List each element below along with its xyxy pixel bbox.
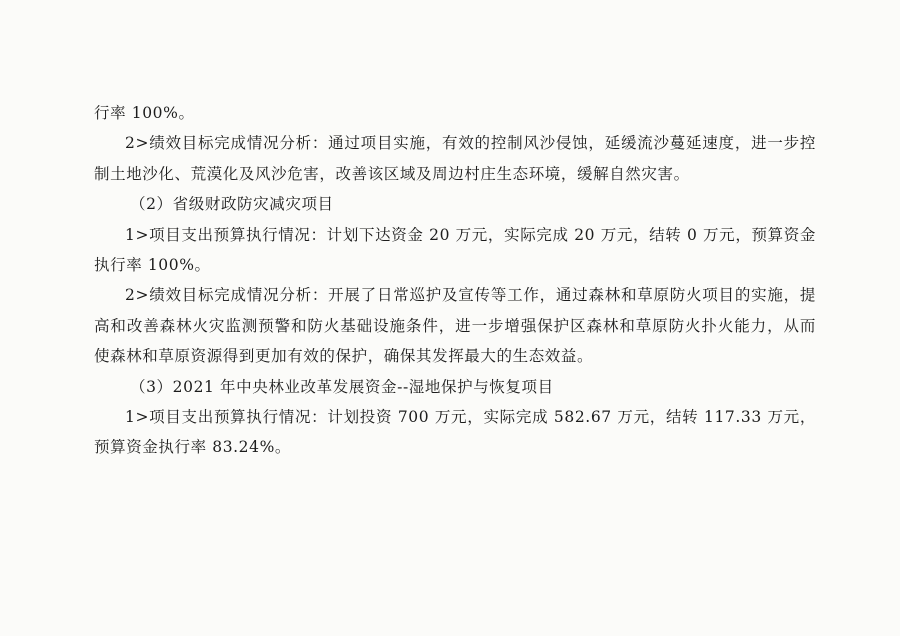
paragraph-continuation: 行率 100%。 bbox=[94, 104, 195, 122]
section-heading-3: （3）2021 年中央林业改革发展资金--湿地保护与恢复项目 bbox=[130, 377, 554, 396]
paragraph-budget-execution-3: 1>项目支出预算执行情况：计划投资 700 万元，实际完成 582.67 万元，结转 117.33 万元，预算资金执行率 83.24%。 bbox=[94, 408, 816, 457]
paragraph-performance-analysis-1: 2>绩效目标完成情况分析：通过项目实施，有效的控制风沙侵蚀，延缓流沙蔓延速度，进一步控制土地沙化、荒漠化及风沙危害，改善该区域及周边村庄生态环境，缓解自然灾害。 bbox=[94, 134, 816, 183]
paragraph-performance-analysis-2: 2>绩效目标完成情况分析：开展了日常巡护及宣传等工作，通过森林和草原防火项目的实施，提高和改善森林火灾监测预警和防火基础设施条件，进一步增强保护区森林和草原防火扑火能力，从而使森林和草原资源得到更加有效的保护，确保其发挥最大的生态效益。 bbox=[94, 286, 816, 366]
section-heading-2: （2）省级财政防灾减灾项目 bbox=[130, 195, 334, 214]
paragraph-budget-execution-2: 1>项目支出预算执行情况：计划下达资金 20 万元，实际完成 20 万元，结转 0 万元，预算资金执行率 100%。 bbox=[94, 225, 816, 275]
document-body bbox=[94, 98, 816, 463]
